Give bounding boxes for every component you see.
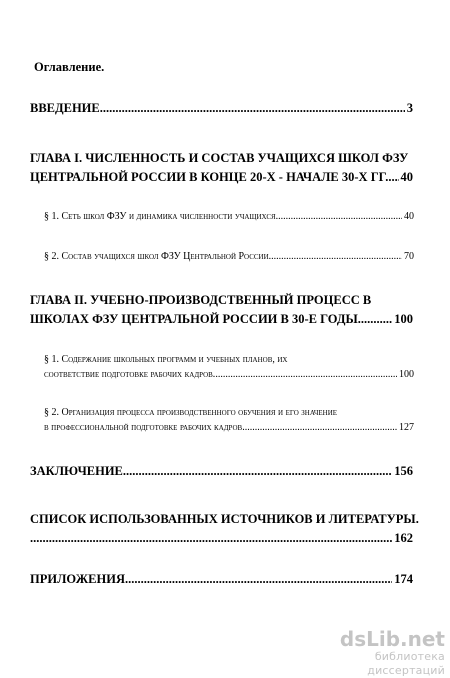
toc-entry-title: § 1. Сеть школ ФЗУ и динамика численности учащихся. bbox=[44, 211, 279, 222]
leader-dots bbox=[361, 310, 392, 329]
watermark-logo: dsLib.net bbox=[339, 627, 445, 651]
toc-page-number: 100 bbox=[394, 312, 413, 326]
toc-entry-chapter-2[interactable] bbox=[30, 291, 413, 329]
leader-dots bbox=[242, 420, 397, 435]
watermark-subtitle: библиотека диссертаций bbox=[367, 650, 445, 677]
leader-dots bbox=[215, 367, 397, 382]
toc-entry-title: ЗАКЛЮЧЕНИЕ bbox=[30, 464, 123, 478]
toc-entry-sources[interactable] bbox=[30, 510, 419, 548]
toc-entry-chapter-1-section-2[interactable] bbox=[44, 249, 414, 264]
toc-entry-chapter-1[interactable] bbox=[30, 149, 413, 187]
leader-dots bbox=[278, 209, 402, 224]
page-title: Оглавление. bbox=[34, 60, 105, 74]
toc-entry-title-line-1: § 1. Содержание школьных программ и учебных планов, их bbox=[44, 354, 288, 365]
toc-entry-title: ПРИЛОЖЕНИЯ bbox=[30, 572, 125, 586]
toc-entry-title-line-1: ГЛАВА II. УЧЕБНО-ПРОИЗВОДСТВЕННЫЙ ПРОЦЕСС В bbox=[30, 293, 372, 307]
toc-entry-introduction[interactable] bbox=[30, 99, 413, 118]
toc-entry-title-line-2: соответствие подготовке рабочих кадров. bbox=[44, 369, 216, 380]
toc-entry-title-line-1: ГЛАВА I. ЧИСЛЕННОСТЬ И СОСТАВ УЧАЩИХСЯ ШКОЛ ФЗУ bbox=[30, 151, 409, 165]
toc-page-number: 40 bbox=[404, 211, 414, 222]
toc-entry-chapter-1-section-1[interactable] bbox=[44, 209, 414, 224]
toc-entry-title-line-1: § 2. Организация процесса производственного обучения и его значение bbox=[44, 407, 338, 418]
leader-dots bbox=[271, 249, 402, 264]
toc-page-number: 162 bbox=[394, 531, 413, 545]
toc-page-number: 174 bbox=[394, 572, 413, 586]
toc-entry-conclusion[interactable] bbox=[30, 462, 413, 481]
toc-page-number: 40 bbox=[400, 170, 413, 184]
toc-entry-title-line-2: в профессиональной подготовке рабочих кадров bbox=[44, 422, 243, 433]
toc-entry-chapter-2-section-2[interactable] bbox=[44, 405, 414, 435]
toc-page-number: 127 bbox=[399, 422, 414, 433]
leader-dots bbox=[125, 570, 392, 589]
toc-page-number: 156 bbox=[394, 464, 413, 478]
toc-entry-title-line-2: ШКОЛАХ ФЗУ ЦЕНТРАЛЬНОЙ РОССИИ В 30-Е ГОДЫ. bbox=[30, 312, 361, 326]
toc-entry-title: § 2. Состав учащихся школ ФЗУ Центральной России. bbox=[44, 251, 272, 262]
toc-page-number: 70 bbox=[404, 251, 414, 262]
site-watermark bbox=[305, 628, 445, 678]
leader-dots bbox=[388, 168, 398, 187]
toc-entry-title-line-2: ЦЕНТРАЛЬНОЙ РОССИИ В КОНЦЕ 20-Х - НАЧАЛЕ 30-Х ГГ. bbox=[30, 170, 389, 184]
toc-entry-title-line-1: СПИСОК ИСПОЛЬЗОВАННЫХ ИСТОЧНИКОВ И ЛИТЕРАТУРЫ. bbox=[30, 512, 419, 526]
leader-dots bbox=[103, 99, 405, 118]
leader-dots bbox=[123, 462, 392, 481]
toc-entry-appendix[interactable] bbox=[30, 570, 413, 589]
toc-entry-title: ВВЕДЕНИЕ. bbox=[30, 101, 103, 115]
toc-page-number: 3 bbox=[406, 101, 413, 115]
toc-entry-chapter-2-section-1[interactable] bbox=[44, 352, 414, 382]
toc-page-number: 100 bbox=[399, 369, 414, 380]
leader-dots bbox=[30, 529, 392, 548]
